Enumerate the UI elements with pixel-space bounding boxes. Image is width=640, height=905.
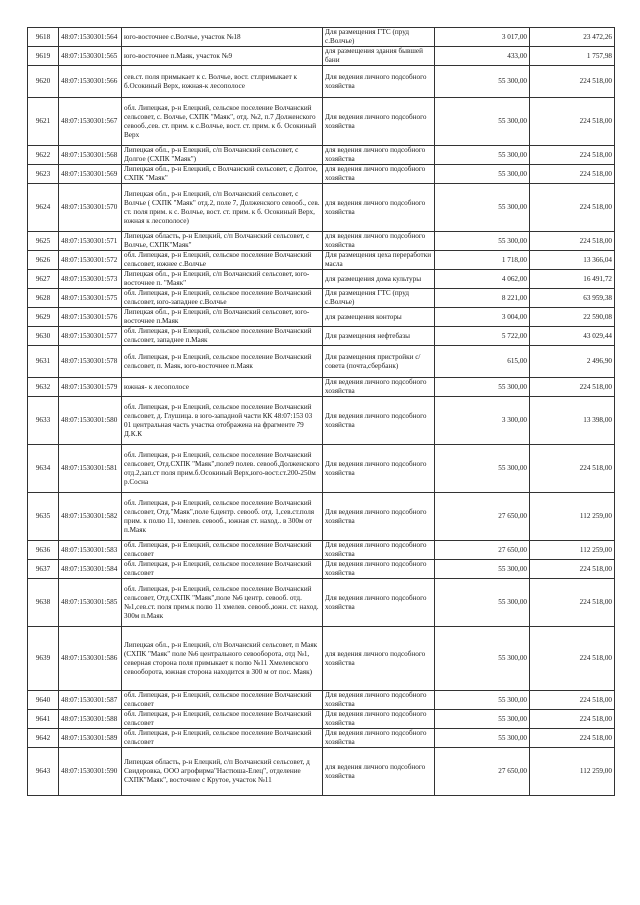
table-row — [28, 28, 615, 47]
permitted-use-cell: Для ведения личного подсобного хозяйства — [323, 729, 435, 748]
permitted-use-cell: Для размещения ГТС (пруд с.Волчье) — [323, 289, 435, 308]
permitted-use-cell: Для ведения личного подсобного хозяйства — [323, 493, 435, 541]
cadastral-number-cell: 48:07:1530301:576 — [59, 308, 122, 327]
row-number-cell: 9632 — [28, 378, 59, 397]
location-cell: обл. Липецкая, р-н Елецкий, сельское поселение Волчанский сельсовет — [122, 710, 323, 729]
table-row — [28, 47, 615, 66]
table-row — [28, 251, 615, 270]
table-row — [28, 541, 615, 560]
area-cell: 433,00 — [435, 47, 530, 66]
cadastral-number-cell: 48:07:1530301:573 — [59, 270, 122, 289]
permitted-use-cell: Для ведения личного подсобного хозяйства — [323, 579, 435, 627]
location-cell: сев.ст. поля примыкает к с. Волчье, вост. ст.примыкает к б.Осокиный Верх, южная-к лесополосе — [122, 66, 323, 98]
permitted-use-cell: для ведения личного подсобного хозяйства — [323, 165, 435, 184]
row-number-cell: 9625 — [28, 232, 59, 251]
cadastral-value-cell: 43 029,44 — [530, 327, 615, 346]
table-row — [28, 691, 615, 710]
cadastral-number-cell: 48:07:1530301:587 — [59, 691, 122, 710]
row-number-cell: 9618 — [28, 28, 59, 47]
cadastral-value-cell: 1 757,98 — [530, 47, 615, 66]
cadastral-value-cell: 13 366,04 — [530, 251, 615, 270]
cadastral-value-cell: 224 518,00 — [530, 579, 615, 627]
cadastral-number-cell: 48:07:1530301:565 — [59, 47, 122, 66]
area-cell: 3 300,00 — [435, 397, 530, 445]
cadastral-number-cell: 48:07:1530301:583 — [59, 541, 122, 560]
row-number-cell: 9638 — [28, 579, 59, 627]
table-row — [28, 748, 615, 796]
area-cell: 55 300,00 — [435, 560, 530, 579]
table-row — [28, 627, 615, 691]
table-row — [28, 165, 615, 184]
permitted-use-cell: Для ведения личного подсобного хозяйства — [323, 397, 435, 445]
area-cell: 55 300,00 — [435, 232, 530, 251]
table-row — [28, 560, 615, 579]
cadastral-value-cell: 23 472,26 — [530, 28, 615, 47]
cadastral-value-cell: 224 518,00 — [530, 146, 615, 165]
permitted-use-cell: для размещения дома культуры — [323, 270, 435, 289]
location-cell: Липецкая обл., р-н Елецкий, с/п Волчанский сельсовет, с Долгое (СХПК "Маяк") — [122, 146, 323, 165]
row-number-cell: 9635 — [28, 493, 59, 541]
area-cell: 55 300,00 — [435, 378, 530, 397]
row-number-cell: 9643 — [28, 748, 59, 796]
row-number-cell: 9629 — [28, 308, 59, 327]
location-cell: Липецкая обл., р-н Елецкий, с/п Волчанский сельсовет, с Волчье ( СХПК "Маяк" отд.2, поле 7, Долженского севооб., сев. ст. поля прим. к с. Волчье, вост. ст. прим. к б. Осокиный Верх, южная к лесополосе) — [122, 184, 323, 232]
table-row — [28, 327, 615, 346]
permitted-use-cell: Для размещения пристройки с/совета (почта,сбербанк) — [323, 346, 435, 378]
location-cell: южная- к лесополосе — [122, 378, 323, 397]
permitted-use-cell: Для ведения личного подсобного хозяйства — [323, 691, 435, 710]
permitted-use-cell: Для ведения личного подсобного хозяйства — [323, 445, 435, 493]
row-number-cell: 9641 — [28, 710, 59, 729]
location-cell: Липецкая обл., р-н Елецкий, с Волчанский сельсовет, с Долгое, СХПК "Маяк" — [122, 165, 323, 184]
location-cell: обл. Липецкая, р-н Елецкий, сельское поселение Волчанский сельсовет, с. Волчье, СХПК "Маяк", отд. №2, п.7 Долженского севооб.,сев. ст. прим. к с.Волчье, вост. ст. прим. к б. Осокиный Верх — [122, 98, 323, 146]
area-cell: 55 300,00 — [435, 627, 530, 691]
cadastral-number-cell: 48:07:1530301:577 — [59, 327, 122, 346]
row-number-cell: 9619 — [28, 47, 59, 66]
area-cell: 3 017,00 — [435, 28, 530, 47]
area-cell: 5 722,00 — [435, 327, 530, 346]
table-row — [28, 98, 615, 146]
area-cell: 55 300,00 — [435, 184, 530, 232]
cadastral-number-cell: 48:07:1530301:589 — [59, 729, 122, 748]
row-number-cell: 9640 — [28, 691, 59, 710]
cadastral-value-cell: 224 518,00 — [530, 445, 615, 493]
location-cell: Липецкая обл., р-н Елецкий, с/п Волчанский сельсовет, п Маяк (СХПК "Маяк" поле №6 центрального севооборота, отд №1, северная сторона поля примыкает к полю №11 Хмелевского севооборота, южная сторона находится в 300 м от пос. Маяк) — [122, 627, 323, 691]
cadastral-value-cell: 224 518,00 — [530, 691, 615, 710]
cadastral-value-cell: 112 259,00 — [530, 748, 615, 796]
cadastral-value-cell: 2 496,90 — [530, 346, 615, 378]
area-cell: 27 650,00 — [435, 493, 530, 541]
permitted-use-cell: для ведения личного подсобного хозяйства — [323, 146, 435, 165]
cadastral-value-cell: 224 518,00 — [530, 66, 615, 98]
cadastral-value-cell: 224 518,00 — [530, 98, 615, 146]
location-cell: обл. Липецкая, р-н Елецкий, сельское поселение Волчанский сельсовет, Отд.СХПК "Маяк",поле9 полев. севооб.Долженского отд.2,зап.ст поля прим.б.Осокиный Верх,юго-вост.ст.200-250м р.Сосна — [122, 445, 323, 493]
cadastral-number-cell: 48:07:1530301:581 — [59, 445, 122, 493]
location-cell: Липецкая область, р-н Елецкий, с/п Волчанский сельсовет, с Волчье, СХПК"Маяк" — [122, 232, 323, 251]
area-cell: 55 300,00 — [435, 165, 530, 184]
row-number-cell: 9627 — [28, 270, 59, 289]
location-cell: Липецкая обл., р-н Елецкий, с/п Волчанский сельсовет, юго-восточнее п.Маяк — [122, 308, 323, 327]
table-row — [28, 378, 615, 397]
permitted-use-cell: Для размещения ГТС (пруд с.Волчье) — [323, 28, 435, 47]
table-row — [28, 289, 615, 308]
area-cell: 3 004,00 — [435, 308, 530, 327]
table-row — [28, 184, 615, 232]
permitted-use-cell: Для ведения личного подсобного хозяйства — [323, 66, 435, 98]
location-cell: юго-восточнее п.Маяк, участок №9 — [122, 47, 323, 66]
table-row — [28, 146, 615, 165]
row-number-cell: 9633 — [28, 397, 59, 445]
permitted-use-cell: Для ведения личного подсобного хозяйства — [323, 378, 435, 397]
permitted-use-cell: для ведения личного подсобного хозяйства — [323, 232, 435, 251]
row-number-cell: 9623 — [28, 165, 59, 184]
cadastral-number-cell: 48:07:1530301:584 — [59, 560, 122, 579]
cadastral-number-cell: 48:07:1530301:585 — [59, 579, 122, 627]
cadastral-number-cell: 48:07:1530301:569 — [59, 165, 122, 184]
cadastral-value-cell: 224 518,00 — [530, 729, 615, 748]
area-cell: 8 221,00 — [435, 289, 530, 308]
cadastral-number-cell: 48:07:1530301:571 — [59, 232, 122, 251]
area-cell: 4 062,00 — [435, 270, 530, 289]
row-number-cell: 9634 — [28, 445, 59, 493]
document-page — [27, 27, 615, 796]
row-number-cell: 9624 — [28, 184, 59, 232]
table-row — [28, 397, 615, 445]
table-row — [28, 493, 615, 541]
row-number-cell: 9639 — [28, 627, 59, 691]
cadastral-number-cell: 48:07:1530301:572 — [59, 251, 122, 270]
location-cell: обл. Липецкая, р-н Елецкий, сельское поселение Волчанский сельсовет, Отд.СХПК "Маяк",поле №6 центр. севооб. отд. №1,сев.ст. поля прим.к полю 11 хмелев. севооб.,южн. ст. наход. 300м п.Маяк — [122, 579, 323, 627]
location-cell: обл. Липецкая, р-н Елецкий, сельское поселение Волчанский сельсовет, д. Глушица. в юго-западной части КК 48:07:153 03 01 центральная часть участка отображена на фрагменте 79 Д.К.К — [122, 397, 323, 445]
location-cell: обл. Липецкая, р-н Елецкий, сельское поселение Волчанский сельсовет, п. Маяк, юго-восточнее п.Маяк — [122, 346, 323, 378]
permitted-use-cell: Для ведения личного подсобного хозяйства — [323, 560, 435, 579]
area-cell: 27 650,00 — [435, 541, 530, 560]
location-cell: обл. Липецкая, р-н Елецкий, сельское поселение Волчанский сельсовет — [122, 691, 323, 710]
table-body — [28, 28, 615, 796]
permitted-use-cell: Для ведения личного подсобного хозяйства — [323, 98, 435, 146]
permitted-use-cell: Для размещения нефтебазы — [323, 327, 435, 346]
row-number-cell: 9630 — [28, 327, 59, 346]
cadastral-value-cell: 224 518,00 — [530, 378, 615, 397]
cadastral-value-cell: 63 959,38 — [530, 289, 615, 308]
location-cell: юго-восточнее с.Волчье, участок №18 — [122, 28, 323, 47]
location-cell: обл. Липецкая, р-н Елецкий, сельское поселение Волчанский сельсовет, юго-западнее с.Волчье — [122, 289, 323, 308]
cadastral-number-cell: 48:07:1530301:564 — [59, 28, 122, 47]
permitted-use-cell: Для размещения цеха переработки масла — [323, 251, 435, 270]
cadastral-number-cell: 48:07:1530301:582 — [59, 493, 122, 541]
location-cell: обл. Липецкая, р-н Елецкий, сельское поселение Волчанский сельсовет, западнее п.Маяк — [122, 327, 323, 346]
table-row — [28, 445, 615, 493]
table-row — [28, 346, 615, 378]
table-row — [28, 66, 615, 98]
cadastral-number-cell: 48:07:1530301:590 — [59, 748, 122, 796]
table-row — [28, 232, 615, 251]
area-cell: 27 650,00 — [435, 748, 530, 796]
cadastral-value-cell: 224 518,00 — [530, 165, 615, 184]
area-cell: 55 300,00 — [435, 66, 530, 98]
row-number-cell: 9631 — [28, 346, 59, 378]
table-row — [28, 270, 615, 289]
cadastral-value-cell: 112 259,00 — [530, 541, 615, 560]
cadastral-value-cell: 16 491,72 — [530, 270, 615, 289]
area-cell: 55 300,00 — [435, 710, 530, 729]
table-row — [28, 710, 615, 729]
cadastral-number-cell: 48:07:1530301:568 — [59, 146, 122, 165]
cadastral-value-cell: 13 398,00 — [530, 397, 615, 445]
row-number-cell: 9628 — [28, 289, 59, 308]
table-row — [28, 308, 615, 327]
row-number-cell: 9622 — [28, 146, 59, 165]
table-row — [28, 579, 615, 627]
cadastral-number-cell: 48:07:1530301:580 — [59, 397, 122, 445]
area-cell: 55 300,00 — [435, 445, 530, 493]
location-cell: Липецкая обл., р-н Елецкий, с/п Волчанский сельсовет, юго-восточнее п. "Маяк" — [122, 270, 323, 289]
area-cell: 55 300,00 — [435, 98, 530, 146]
cadastral-number-cell: 48:07:1530301:570 — [59, 184, 122, 232]
cadastral-number-cell: 48:07:1530301:586 — [59, 627, 122, 691]
cadastral-value-cell: 224 518,00 — [530, 184, 615, 232]
permitted-use-cell: для размещения здания бывшей бани — [323, 47, 435, 66]
row-number-cell: 9636 — [28, 541, 59, 560]
row-number-cell: 9621 — [28, 98, 59, 146]
cadastral-value-cell: 224 518,00 — [530, 627, 615, 691]
permitted-use-cell: для ведения личного подсобного хозяйства — [323, 748, 435, 796]
cadastral-value-cell: 224 518,00 — [530, 232, 615, 251]
cadastral-number-cell: 48:07:1530301:566 — [59, 66, 122, 98]
permitted-use-cell: для ведения личного подсобного хозяйства — [323, 627, 435, 691]
permitted-use-cell: Для ведения личного подсобного хозяйства — [323, 710, 435, 729]
area-cell: 55 300,00 — [435, 579, 530, 627]
cadastral-value-cell: 22 590,08 — [530, 308, 615, 327]
area-cell: 55 300,00 — [435, 691, 530, 710]
location-cell: обл. Липецкая, р-н Елецкий, сельское поселение Волчанский сельсовет — [122, 729, 323, 748]
permitted-use-cell: Для ведения личного подсобного хозяйства — [323, 541, 435, 560]
row-number-cell: 9620 — [28, 66, 59, 98]
row-number-cell: 9642 — [28, 729, 59, 748]
row-number-cell: 9637 — [28, 560, 59, 579]
location-cell: обл. Липецкая, р-н Елецкий, сельское поселение Волчанский сельсовет, Отд."Маяк",поле 6,центр. севооб. отд. 1,сев.ст.поля прим. к полю 11, хмелев. севооб., южная ст. наход.. в 300м от п.Маяк — [122, 493, 323, 541]
cadastral-number-cell: 48:07:1530301:575 — [59, 289, 122, 308]
area-cell: 55 300,00 — [435, 146, 530, 165]
cadastral-value-cell: 224 518,00 — [530, 560, 615, 579]
location-cell: обл. Липецкая, р-н Елецкий, сельское поселение Волчанский сельсовет, южнее с.Волчье — [122, 251, 323, 270]
area-cell: 55 300,00 — [435, 729, 530, 748]
permitted-use-cell: для ведения личного подсобного хозяйства — [323, 184, 435, 232]
location-cell: обл. Липецкая, р-н Елецкий, сельское поселение Волчанский сельсовет — [122, 560, 323, 579]
location-cell: обл. Липецкая, р-н Елецкий, сельское поселение Волчанский сельсовет — [122, 541, 323, 560]
area-cell: 1 718,00 — [435, 251, 530, 270]
cadastral-value-cell: 112 259,00 — [530, 493, 615, 541]
location-cell: Липецкая область, р-н Елецкий, с/п Волчанский сельсовет, д Свидеровка, ООО агрофирма"Настюша-Елец", отделение СХПК"Маяк", восточнее с Крутое, участок №11 — [122, 748, 323, 796]
cadastral-number-cell: 48:07:1530301:588 — [59, 710, 122, 729]
cadastral-number-cell: 48:07:1530301:567 — [59, 98, 122, 146]
cadastral-number-cell: 48:07:1530301:579 — [59, 378, 122, 397]
row-number-cell: 9626 — [28, 251, 59, 270]
area-cell: 615,00 — [435, 346, 530, 378]
land-parcels-table — [27, 27, 615, 796]
table-row — [28, 729, 615, 748]
cadastral-number-cell: 48:07:1530301:578 — [59, 346, 122, 378]
cadastral-value-cell: 224 518,00 — [530, 710, 615, 729]
permitted-use-cell: для размещения конторы — [323, 308, 435, 327]
